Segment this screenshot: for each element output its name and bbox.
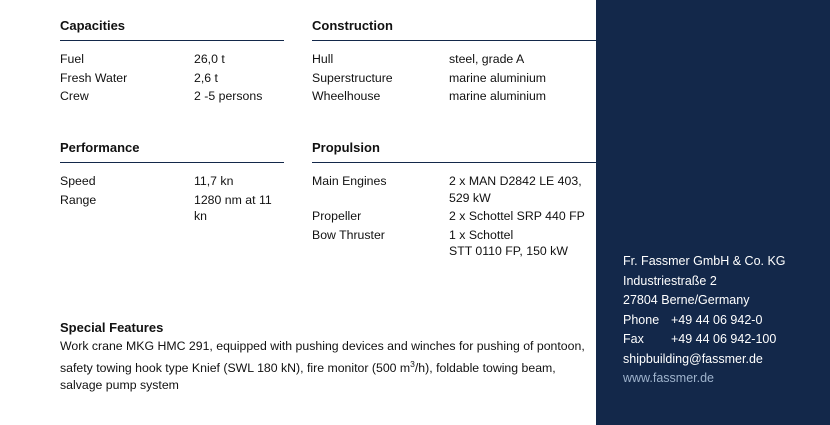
spec-label: Crew: [60, 89, 89, 103]
spec-value: 1 x Schottel STT 0110 FP, 150 kW: [449, 227, 568, 258]
spec-label: Superstructure: [312, 70, 393, 85]
section-divider: [312, 162, 596, 163]
spec-table-capacities: [60, 51, 262, 107]
spec-label: Range: [60, 192, 97, 207]
spec-value: 26,0 t: [194, 52, 225, 66]
spec-table-construction: [312, 51, 546, 107]
special-features-superscript: 3: [410, 358, 415, 369]
table-row: [60, 70, 262, 89]
section-divider: [60, 40, 284, 41]
contact-phone-row: [623, 311, 786, 331]
contact-fax-row: [623, 330, 786, 350]
table-row: [60, 192, 284, 227]
table-row: [60, 51, 262, 70]
spec-label: Fresh Water: [60, 70, 128, 85]
table-row: [312, 70, 546, 89]
section-title-performance: Performance: [60, 140, 140, 155]
section-divider: [312, 40, 596, 41]
table-row: [312, 208, 585, 227]
contact-city: 27804 Berne/Germany: [623, 293, 750, 307]
contact-fax-value: +49 44 06 942-100: [671, 332, 777, 346]
spec-table-performance: [60, 173, 284, 227]
section-construction: [312, 18, 596, 107]
table-row: [60, 173, 284, 192]
section-divider: [60, 162, 284, 163]
table-row: [312, 88, 546, 107]
spec-label: Fuel: [60, 52, 84, 66]
spec-label: Bow Thruster: [312, 227, 385, 242]
section-propulsion: [312, 140, 596, 262]
section-title-propulsion: Propulsion: [312, 140, 380, 155]
contact-email[interactable]: shipbuilding@fassmer.de: [623, 351, 763, 366]
table-row: [60, 88, 262, 107]
table-row: [312, 173, 585, 208]
contact-phone-label: Phone: [623, 312, 660, 327]
spec-value: 11,7 kn: [194, 174, 234, 188]
special-features-text-part1: Work crane MKG HMC 291, equipped with pushing devices and winches for pushing of pontoon, safety towing hook type Knief (SWL 180 kN), fire monitor (500 m: [60, 339, 585, 375]
spec-value: 2 -5 persons: [194, 89, 263, 103]
contact-block: [623, 252, 786, 389]
section-title-special-features: Special Features: [60, 320, 164, 335]
spec-label: Speed: [60, 174, 96, 188]
contact-street: Industriestraße 2: [623, 273, 717, 288]
special-features-text: [60, 338, 590, 395]
spec-value: 2,6 t: [194, 70, 218, 85]
spec-value: 2 x MAN D2842 LE 403, 529 kW: [449, 174, 582, 205]
table-row: [312, 51, 546, 70]
section-special-features: [60, 320, 590, 395]
contact-company: Fr. Fassmer GmbH & Co. KG: [623, 254, 786, 268]
spec-table-propulsion: [312, 173, 585, 262]
spec-value: 1280 nm at 11 kn: [194, 192, 272, 223]
section-title-capacities: Capacities: [60, 18, 126, 33]
spec-label: Wheelhouse: [312, 89, 381, 103]
spec-value: 2 x Schottel SRP 440 FP: [449, 209, 585, 223]
spec-label: Main Engines: [312, 174, 387, 188]
contact-fax-label: Fax: [623, 332, 644, 346]
spec-value: marine aluminium: [449, 70, 547, 85]
contact-phone-value: +49 44 06 942-0: [671, 312, 763, 327]
table-row: [312, 227, 585, 262]
section-capacities: [60, 18, 284, 107]
section-performance: [60, 140, 284, 227]
spec-value: steel, grade A: [449, 52, 525, 66]
spec-label: Propeller: [312, 209, 362, 223]
spec-value: marine aluminium: [449, 89, 547, 103]
section-title-construction: Construction: [312, 18, 393, 33]
spec-label: Hull: [312, 52, 334, 66]
contact-panel: [596, 0, 830, 425]
contact-website[interactable]: www.fassmer.de: [623, 371, 715, 385]
special-features-text-part2: /h), foldable towing beam, salvage pump system: [60, 360, 556, 393]
